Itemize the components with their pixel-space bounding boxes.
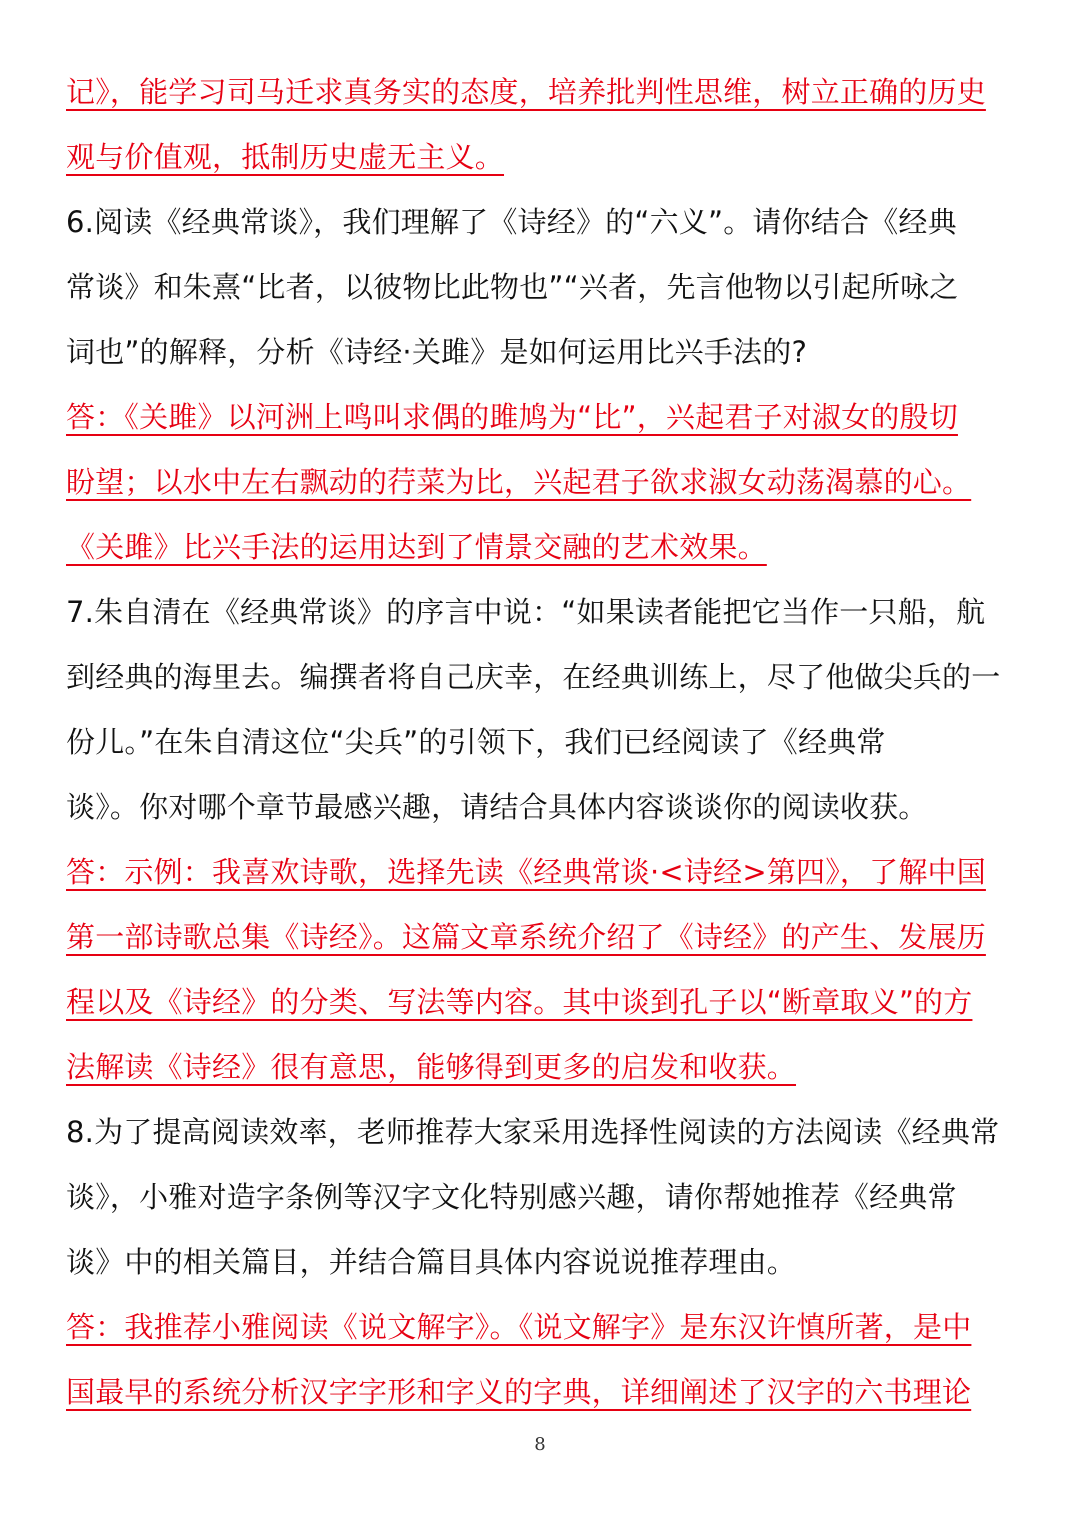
answer-line: 盼望；以水中左右飘动的荇菜为比，兴起君子欲求淑女动荡渴慕的心。 [66, 465, 972, 499]
question-line: 6.阅读《经典常谈》，我们理解了《诗经》的“六义”。请你结合《经典 [66, 205, 957, 239]
question-line: 8.为了提高阅读效率，老师推荐大家采用选择性阅读的方法阅读《经典常 [66, 1115, 1000, 1149]
answer-line: 第一部诗歌总集《诗经》。这篇文章系统介绍了《诗经》的产生、发展历 [66, 920, 986, 954]
question-line: 谈》中的相关篇目，并结合篇目具体内容说说推荐理由。 [66, 1245, 797, 1279]
answer-line: 程以及《诗经》的分类、写法等内容。其中谈到孔子以“断章取义”的方 [66, 985, 973, 1019]
answer-line: 国最早的系统分析汉字字形和字义的字典，详细阐述了汉字的六书理论 [66, 1375, 972, 1409]
question-line: 份儿。”在朱自清这位“尖兵”的引领下，我们已经阅读了《经典常 [66, 725, 886, 759]
answer-line: 答：我推荐小雅阅读《说文解字》。《说文解字》是东汉许慎所著，是中 [66, 1310, 972, 1344]
question-line: 谈》，小雅对造字条例等汉字文化特别感兴趣，请你帮她推荐《经典常 [66, 1180, 957, 1214]
answer-line: 答：《关雎》以河洲上鸣叫求偶的雎鸠为“比”，兴起君子对淑女的殷切 [66, 400, 958, 434]
question-line: 谈》。你对哪个章节最感兴趣，请结合具体内容谈谈你的阅读收获。 [66, 790, 928, 824]
question-line: 词也”的解释，分析《诗经·关雎》是如何运用比兴手法的? [66, 335, 808, 369]
answer-line: 观与价值观，抵制历史虚无主义。 [66, 140, 505, 174]
question-line: 常谈》和朱熹“比者，以彼物比此物也”“兴者，先言他物以引起所咏之 [66, 270, 959, 304]
answer-line: 法解读《诗经》很有意思，能够得到更多的启发和收获。 [66, 1050, 797, 1084]
question-line: 到经典的海里去。编撰者将自己庆幸，在经典训练上，尽了他做尖兵的一 [66, 660, 1001, 694]
answer-line: 记》，能学习司马迁求真务实的态度，培养批判性思维，树立正确的历史 [66, 75, 986, 109]
answer-line: 《关雎》比兴手法的运用达到了情景交融的艺术效果。 [66, 530, 767, 564]
page-number: 8 [534, 1434, 546, 1455]
answer-line: 答：示例：我喜欢诗歌，选择先读《经典常谈·<诗经>第四》，了解中国 [66, 855, 986, 889]
question-line: 7.朱自清在《经典常谈》的序言中说：“如果读者能把它当作一只船，航 [66, 595, 986, 629]
